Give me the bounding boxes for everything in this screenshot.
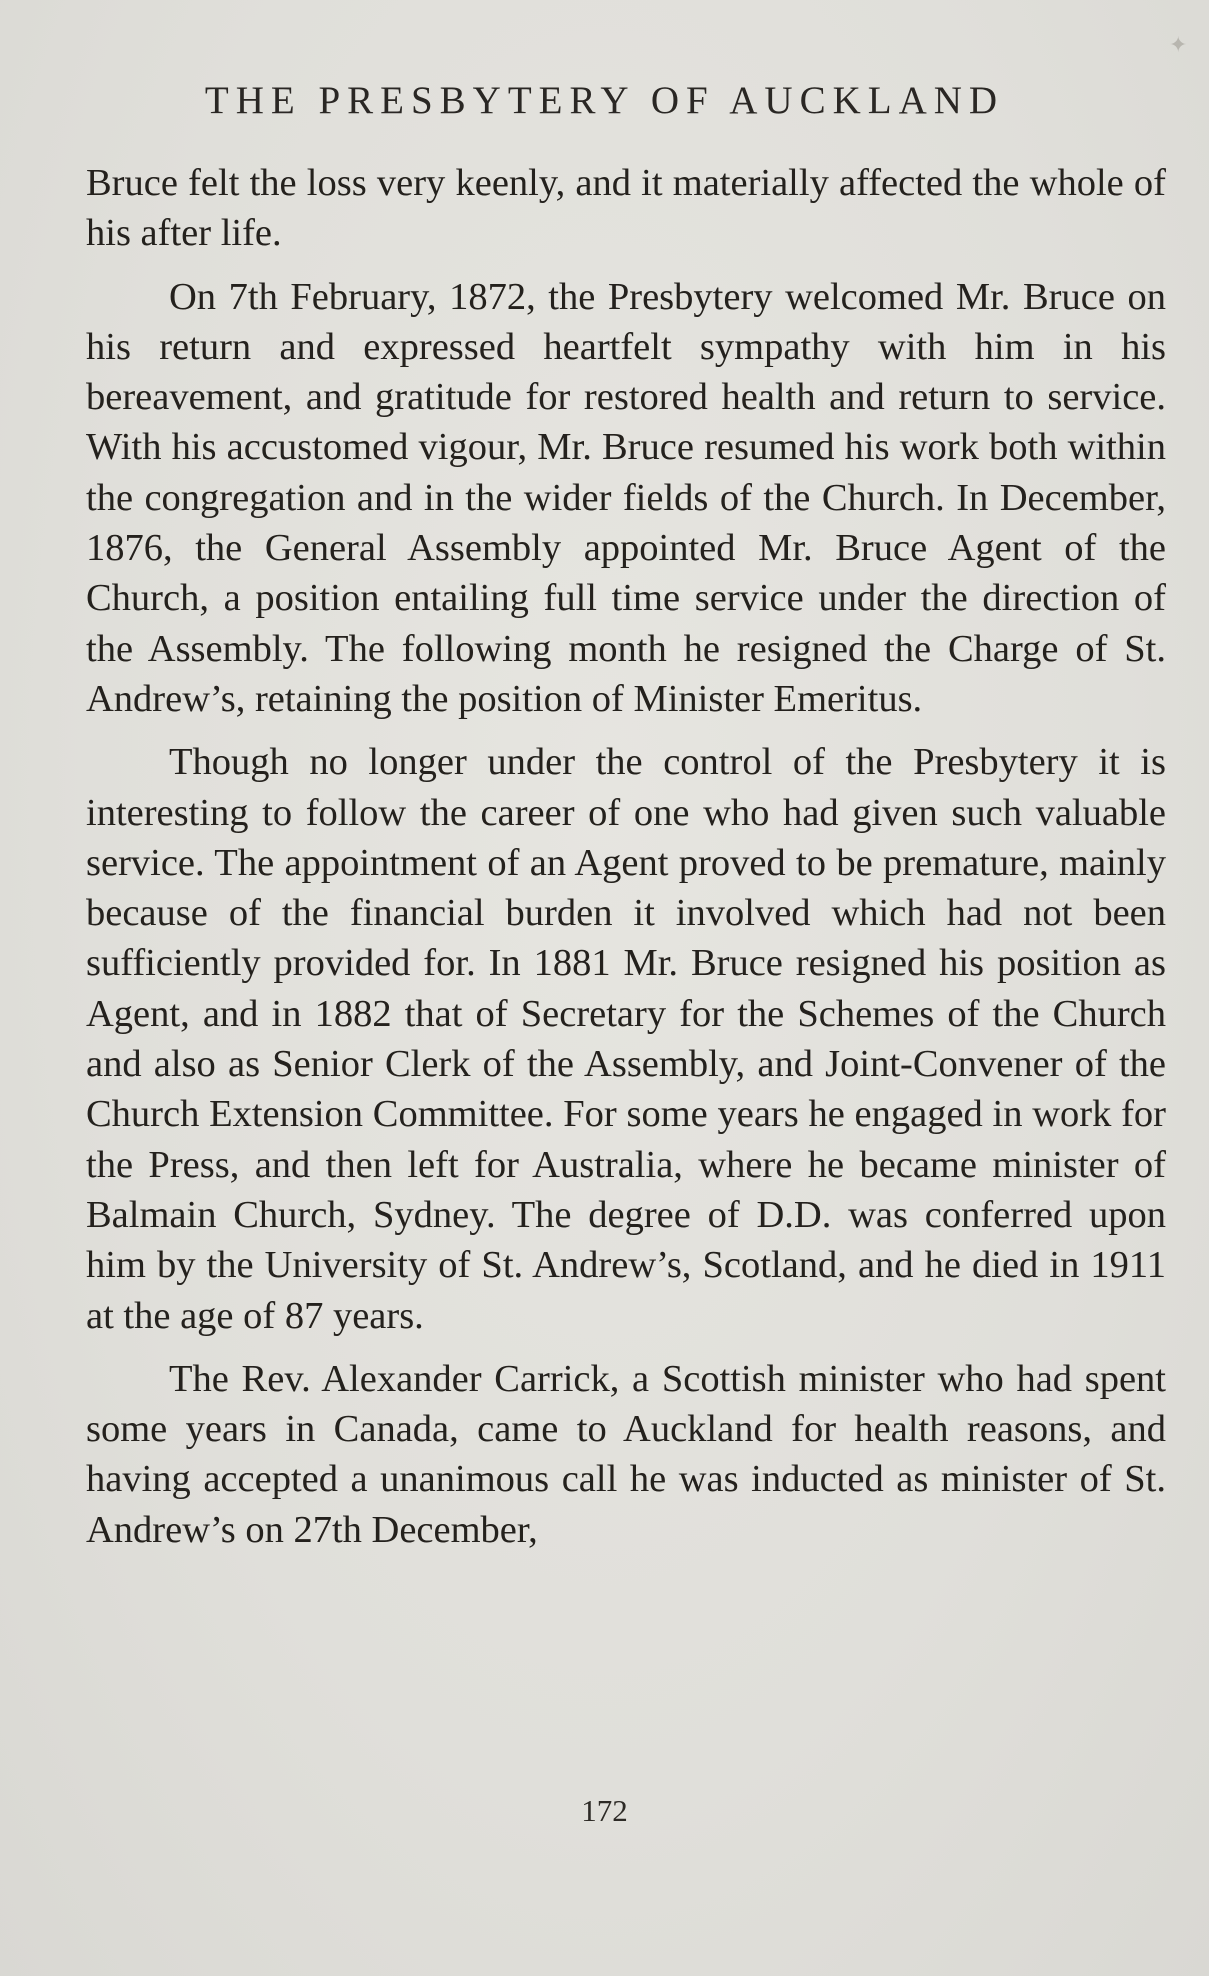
- page-number: 172: [581, 1793, 628, 1828]
- body-text: [86, 158, 1166, 1568]
- paragraph-bruce-career: Though no longer under the control of the Presbytery it is interesting to follow the career of one who had given such valuable service. The appointment of an Agent proved to be premature, mainly because of the financial burden it involved which had not been sufficiently provided for. In 1881 Mr. Bruce resigned his position as Agent, and in 1882 that of Secretary for the Schemes of the Church and also as Senior Clerk of the Assembly, and Joint-Convener of the Church Extension Committee. For some years he engaged in work for the Press, and then left for Australia, where he became minister of Balmain Church, Sydney. The degree of D.D. was conferred upon him by the University of St. Andrew’s, Scotland, and he died in 1911 at the age of 87 years.: [86, 741, 1166, 1337]
- paragraph-bruce-return: On 7th February, 1872, the Presbytery welcomed Mr. Bruce on his return and expressed heartfelt sympathy with him in his bereavement, and gratitude for restored health and return to service. With his accustomed vigour, Mr. Bruce resumed his work both within the congregation and in the wider fields of the Church. In December, 1876, the General Assembly appointed Mr. Bruce Agent of the Church, a position entailing full time service under the direction of the Assembly. The following month he resigned the Charge of St. Andrew’s, retaining the position of Minister Emeritus.: [86, 275, 1166, 720]
- paragraph-continuation: Bruce felt the loss very keenly, and it materially affected the whole of his after life.: [86, 162, 1166, 255]
- running-head: THE PRESBYTERY OF AUCKLAND: [204, 79, 1005, 122]
- page-corner-mark: ✦: [1169, 32, 1188, 57]
- paragraph-carrick: The Rev. Alexander Carrick, a Scottish minister who had spent some years in Canada, came to Auckland for health reasons, and having accepted a unanimous call he was inducted as minister of St. Andrew’s on 27th December,: [86, 1357, 1166, 1551]
